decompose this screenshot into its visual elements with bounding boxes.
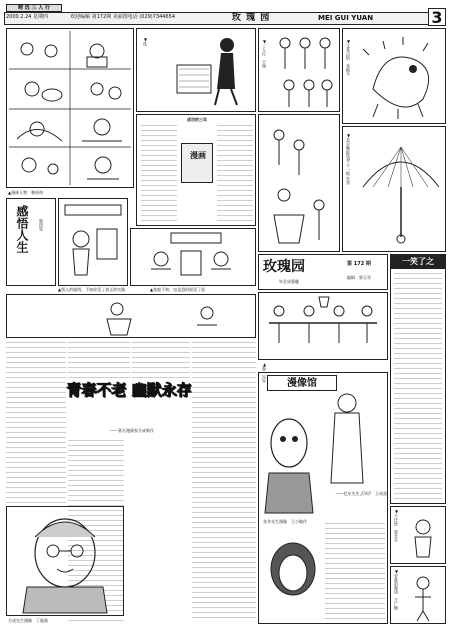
center-article-title: 成功的三年: [187, 117, 207, 122]
section-author: 韩国宪: [39, 219, 44, 231]
issue-date: 2000.2.24 星期四: [6, 14, 49, 20]
gallery-title: 漫像馆: [267, 375, 337, 391]
page-number: 3: [428, 8, 446, 26]
section-label-box: [6, 198, 56, 286]
joke-column: [390, 254, 446, 504]
caption-panel-1: ▲别人的聪明，不如你见了真正的实践: [58, 287, 126, 292]
gallery-caption-1: ——忆东先生,否吗? 王成喜: [335, 491, 387, 496]
brand-editors: 编辑 郭玉军: [347, 275, 371, 280]
cartoon-caption-5: ▼冒昧的邀请 王广健: [394, 569, 399, 610]
cartoon-drawing: [343, 127, 445, 251]
cartoon-drawing: [343, 29, 445, 123]
cartoon-drawing: [391, 567, 445, 623]
headline-block: [66, 380, 192, 438]
comic-drawing: [59, 199, 127, 285]
brand-block: [258, 254, 388, 290]
caricature-gallery: [258, 372, 388, 624]
cartoon-drawing: [391, 507, 445, 563]
cartoon-umbrella: [342, 126, 446, 252]
cartoon-caption-1: ▼三人行 王瑞: [262, 39, 267, 68]
article-col-3: [132, 342, 190, 378]
comic-panel-2: [130, 228, 256, 286]
cartoon-caption-2: ▼文希点给 张根令: [346, 39, 351, 76]
article-col-1: [6, 342, 66, 504]
masthead: 精 选 三 人 行: [6, 4, 62, 12]
cartoon-drawing: [137, 29, 255, 111]
frame-title-box: [181, 143, 213, 183]
comic-strip-middle: [6, 294, 256, 338]
cartoon-bottom-right-2: [390, 566, 446, 624]
comic-strip-top-left: [6, 28, 134, 188]
comic-carrying: [258, 292, 388, 360]
cartoon-caption-3: ▼北京晚报选登 不一般 宏良: [346, 133, 351, 185]
portrait-drawing: [7, 507, 123, 615]
cartoon-drawing: [259, 115, 339, 251]
comic-drawing: [7, 29, 133, 187]
joke-column-title: 一笑了之: [391, 255, 445, 269]
joke-column-text: [394, 273, 442, 499]
comic-drawing: [7, 295, 255, 337]
caption-panel-2: ▲家庭不和，包是怨时面见了面: [150, 287, 206, 292]
cartoon-top-center: [136, 28, 256, 112]
cartoon-figures-right: [258, 114, 340, 252]
section-title: 玫 瑰 园: [232, 13, 271, 23]
cartoon-drawing: [259, 29, 339, 111]
caption-carrying: ▲鲁 冯军: [262, 362, 267, 383]
brand-issue: 第 172 期: [347, 261, 371, 267]
brand-name: 玫瑰园: [263, 259, 305, 275]
portrait-caption: 方成先生漫像 丁聪画: [8, 618, 48, 623]
article-text-right: [217, 125, 253, 221]
section-label: 感悟人生: [15, 205, 29, 253]
gallery-text: [325, 523, 385, 619]
comic-drawing: [259, 293, 387, 359]
headline-subtitle: ——著名漫画家方成新作: [110, 428, 154, 433]
section-pinyin: MEI GUI YUAN: [318, 14, 374, 22]
article-text-left: [141, 125, 177, 221]
cartoon-bottom-right-1: [390, 506, 446, 564]
cartoon-dragon: [342, 28, 446, 124]
cartoon-caption: ▼选: [143, 37, 148, 46]
comic-panel-1: [58, 198, 128, 286]
portrait-fang-cheng: [6, 506, 124, 616]
article-col-2: [68, 342, 130, 378]
cartoon-three-people: [258, 28, 340, 112]
center-article: [136, 114, 256, 226]
headline: 青春不老 幽默永存: [66, 381, 192, 399]
welcome-line: 欢迎编稿 第172期 美丽图电话 (029)7344654: [70, 14, 176, 20]
comic-drawing: [131, 229, 255, 285]
frame-title: 漫画: [190, 151, 206, 160]
article-col-4: [192, 342, 256, 622]
brand-credit: 毕艺成强题: [279, 279, 299, 284]
cartoon-caption-4: ▼不迁纱 郭长生: [394, 509, 399, 542]
caption-left-mid: ▲漫画人物 韩原伟: [8, 190, 44, 195]
gallery-caption-2: 张冬先生漫像 王小敏作: [263, 519, 307, 524]
